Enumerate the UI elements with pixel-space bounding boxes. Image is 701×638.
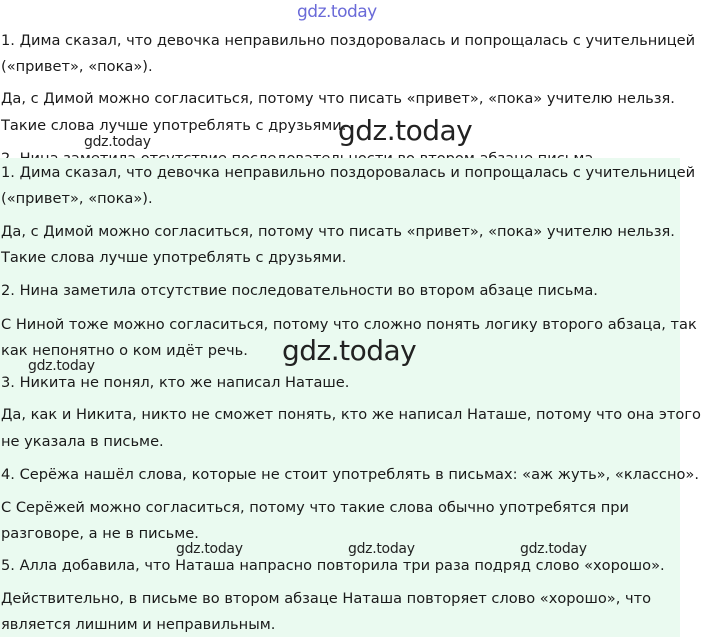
text-line: («привет», «пока»). [1,58,153,75]
watermark: gdz.today [348,541,415,557]
watermark-top: gdz.today [297,2,377,22]
text-line: Да, с Димой можно согласиться, потому что писать «привет», «пока» учителю нельзя. [1,223,675,240]
text-line: является лишним и неправильным. [1,616,276,633]
watermark: gdz.today [282,334,417,367]
text-line: 1. Дима сказал, что девочка неправильно поздоровалась и попрощалась с учительницей [1,32,696,49]
text-line: Да, как и Никита, никто не сможет понять, кто же написал Наташе, потому что она этого [1,406,701,423]
text-line: Действительно, в письме во втором абзаце Наташа повторяет слово «хорошо», что [1,590,652,607]
watermark: gdz.today [338,114,473,147]
text-line: Такие слова лучше употреблять с друзьями. [1,249,347,266]
text-line: не указала в письме. [1,433,164,450]
text-line: С Ниной тоже можно согласиться, потому что сложно понять логику второго абзаца, так [1,316,697,333]
text-line: как непонятно о ком идёт речь. [1,342,248,359]
watermark: gdz.today [28,358,95,374]
main-text-block [0,158,701,637]
watermark: gdz.today [176,541,243,557]
text-line: 1. Дима сказал, что девочка неправильно поздоровалась и попрощалась с учительницей [1,164,696,181]
text-line: 5. Алла добавила, что Наташа напрасно повторила три раза подряд слово «хорошо». [1,557,665,574]
text-line: («привет», «пока»). [1,190,153,207]
text-line: 2. Нина заметила отсутствие последовательности во втором абзаце письма. [1,282,598,299]
watermark: gdz.today [84,134,151,150]
text-line: разговоре, а не в письме. [1,525,199,542]
text-line: Такие слова лучше употреблять с друзьями. [1,117,347,134]
text-line: Да, с Димой можно согласиться, потому что писать «привет», «пока» учителю нельзя. [1,90,675,107]
text-line: С Серёжей можно согласиться, потому что такие слова обычно употребятся при [1,499,630,516]
text-line: 3. Никита не понял, кто же написал Наташе. [1,374,350,391]
watermark: gdz.today [520,541,587,557]
text-line: 4. Серёжа нашёл слова, которые не стоит употреблять в письмах: «аж жуть», «классно». [1,466,699,483]
